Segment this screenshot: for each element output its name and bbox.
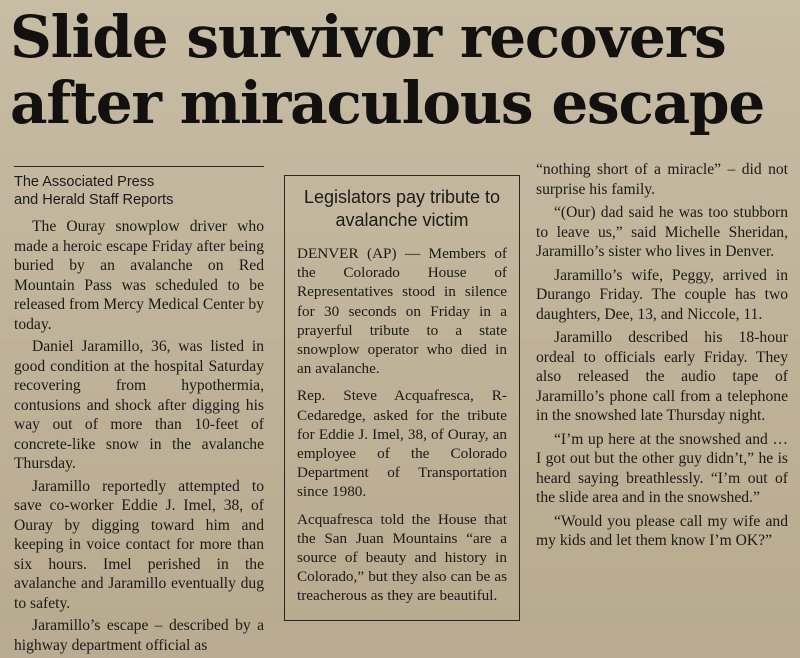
story-paragraph: Jaramillo’s escape – described by a highway department official as xyxy=(14,617,264,654)
story-paragraph: The Ouray snowplow driver who made a heroic escape Friday after being buried by an avalanche on Red Mountain Pass was scheduled to be released from Mercy Medical Center by today. xyxy=(14,218,264,333)
story-paragraph: Jaramillo described his 18-hour ordeal to officials early Friday. They also released the audio tape of Jaramillo’s phone call from a telephone in the snowshed late Thursday night. xyxy=(536,329,788,424)
story-paragraph: Jaramillo reportedly attempted to save co-worker Eddie J. Imel, 38, of Ouray by digging toward him and keeping in voice contact for more than six hours. Imel perished in the avalanche and Jaramillo eventually dug to safety. xyxy=(14,477,264,612)
story-paragraph: “Would you please call my wife and my kids and let them know I’m OK?” xyxy=(536,512,788,549)
story-paragraph: “(Our) dad said he was too stubborn to leave us,” said Michelle Sheridan, Jaramillo’s sister who lives in Denver. xyxy=(536,204,788,260)
headline xyxy=(10,4,795,136)
sidebar-title: Legislators pay tribute to avalanche victim xyxy=(303,187,501,230)
story-paragraph: Daniel Jaramillo, 36, was listed in good condition at the hospital Saturday recovering from hypothermia, contusions and shock after digging his way out of more than 10-feet of concrete-like snow in the avalanche Thursday. xyxy=(14,338,264,472)
sidebar-paragraph: DENVER (AP) — Members of the Colorado House of Representatives stood in silence for 30 seconds on Friday in a prayerful tribute to a state snowplow operator who died in an avalanche. xyxy=(297,245,507,378)
sidebar-paragraph: Rep. Steve Acquafresca, R-Cedaredge, asked for the tribute for Eddie J. Imel, 38, of Ouray, an employee of the Colorado Department of Transportation since 1980. xyxy=(297,387,507,501)
headline-line-1: Slide survivor recovers xyxy=(10,3,726,71)
byline-line-1: The Associated Press xyxy=(14,174,155,190)
story-column-3 xyxy=(536,160,788,555)
story-column-1 xyxy=(14,166,264,658)
story-paragraph: “nothing short of a miracle” – did not surprise his family. xyxy=(536,161,788,198)
story-paragraph: “I’m up here at the snowshed and … I got out but the other guy didn’t,” he is heard saying breathlessly. “I’m out of the slide area and in the snowshed.” xyxy=(536,430,788,506)
sidebar-paragraph: Acquafresca told the House that the San Juan Mountains “are a source of beauty and history in Colorado,” but they also can be as treacherous as they are beautiful. xyxy=(297,510,507,605)
headline-line-2: after miraculous escape xyxy=(10,69,765,137)
byline-line-2: and Herald Staff Reports xyxy=(14,192,174,208)
sidebar-box xyxy=(284,175,520,621)
byline xyxy=(14,166,264,209)
story-paragraph: Jaramillo’s wife, Peggy, arrived in Durango Friday. The couple has two daughters, Dee, 13, and Niccole, 11. xyxy=(536,266,788,323)
